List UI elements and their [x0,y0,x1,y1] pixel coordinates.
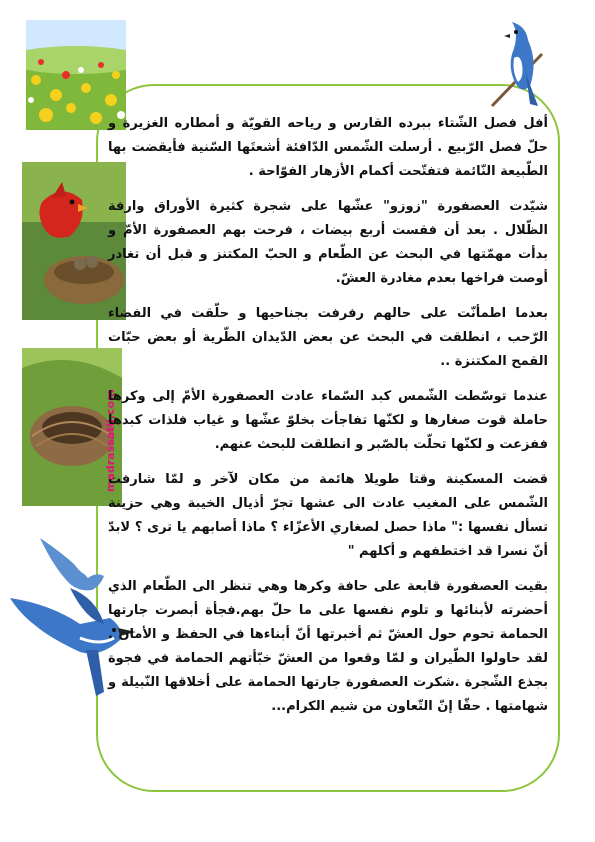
story-paragraph-5: قضت المسكينة وقتا طويلا هائمة من مكان لآخر و لمّا شارفت الشّمس على المغيب عادت الى عشها تجرّ أذيال الخيبة وهي حزينة تسأل نفسها :" ماذا حصل لصغاري الأعزّاء ؟ ماذا أصابهم يا ترى ؟ لابدّ أنّ نسرا قد اختطفهم و أكلهم " [108,472,548,559]
story-paragraph-1: أفل فصل الشّتاء ببرده القارس و رياحه القويّة و أمطاره الغزيرة و حلّ فصل الرّبيع . أرسلت الشّمس الدّافئة أشعتَها السّنية فأيقضت بها الطّبيعة النّائمة فتفتّحت أكمام الأزهار الفوّاحة . [108,116,548,179]
story-text [108,112,548,730]
story-paragraph-2: شيّدت العصفورة "زوزو" عشّها على شجرة كثيرة الأوراق وارفة الظّلال . بعد أن فقست أربع بيضات ، فرحت بهم العصفورة الأمّ و بدأت مهمّتها في البحث عن الطّعام و الحبّ المكتنز و قبل أن تغادر أوصت فراخها بعدم مغادرة العشّ. [108,199,548,286]
story-paragraph-3: بعدما اطمأنّت على حالهم رفرفت بجناحيها و حلّقت في الفضاء الرّحب ، انطلقت في البحث عن بعض الدّيدان الطّرية أو بعض حبّات القمح المكتنزة .. [108,306,548,369]
story-paragraph-6: بقيت العصفورة قابعة على حافة وكرها وهي تنظر الى الطّعام الذي أحضرته لأبنائها و تلوم نفسها على ما حلّ بهم.فجأة أبصرت جارتها الحمامة تحوم حول العشّ ثم أخبرتها أنّ أبناءها في الحفظ و الأمان . لقد حاولوا الطّيران و لمّا وقعوا من العشّ خبّأتهم الحمامة في فجوة بجذع الشّجرة .شكرت العصفورة جارتها الحمامة على أخلاقها النّبيلة و شهامتها . حقّا إنّ التّعاون من شيم الكرام... [108,579,548,714]
svg-text:madrassatii.com: madrassatii.com [104,389,117,492]
story-paragraph-4: عندما توسّطت الشّمس كبد السّماء عادت العصفورة الأمّ إلى وكرها حاملة قوت صغارها و لكنّها تفاجأت بخلوّ عشّها و غياب فلذات كبدها ففزعت و لكنّها تحلّت بالصّبر و انطلقت للبحث عنهم. [108,389,548,452]
blue-jay-icon [482,14,552,110]
